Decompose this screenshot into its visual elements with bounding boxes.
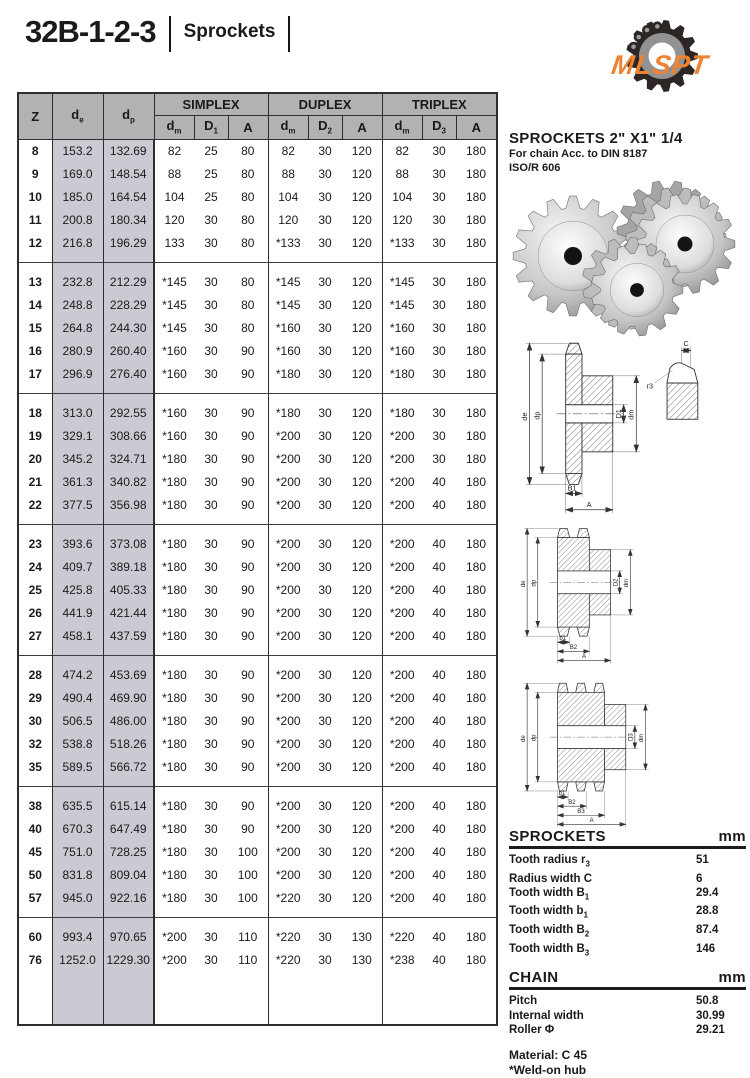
group-gap-row (18, 909, 497, 917)
page-title: 32B-1-2-3 (25, 14, 156, 49)
sprockets-spec-value: 6 (696, 872, 703, 885)
table-row-z-15: 15 264.8 244.30 *145 30 80 *160 30 120 *160 30 180 (18, 316, 497, 339)
table-row-z-13: 13 232.8 212.29 *145 30 80 *145 30 120 *145 30 180 (18, 270, 497, 293)
dim-label-b1: B1 (567, 483, 577, 493)
chain-spec-label: Internal width (509, 1009, 584, 1022)
sub-header-a: A (228, 115, 268, 139)
chain-spec-row (509, 1023, 746, 1037)
table-row-z-17: 17 296.9 276.40 *160 30 90 *180 30 120 *180 30 180 (18, 362, 497, 385)
sub-header-a: A (342, 115, 382, 139)
chain-spec-value: 50.8 (696, 995, 719, 1008)
sprockets-spec-row (509, 904, 746, 923)
table-row-z-25: 25 425.8 405.33 *180 30 90 *200 30 120 *200 40 180 (18, 578, 497, 601)
chain-spec-heading (509, 969, 746, 990)
chain-spec-row (509, 994, 746, 1008)
sprockets-spec-value: 28.8 (696, 905, 719, 918)
sprockets-spec-value: 146 (696, 942, 716, 955)
sprockets-spec-row (509, 886, 746, 905)
sprocket-photos (509, 184, 746, 334)
divider-bar (169, 16, 171, 52)
table-row-z-18: 18 313.0 292.55 *160 30 90 *180 30 120 *180 30 180 (18, 401, 497, 424)
page-header (25, 14, 303, 52)
table-row-z-28: 28 474.2 453.69 *180 30 90 *200 30 120 *200 40 180 (18, 663, 497, 686)
simplex-section-drawing (515, 336, 725, 517)
table-filler-row (18, 979, 497, 1025)
page-subtitle: Sprockets (183, 21, 276, 42)
group-gap-row (18, 917, 497, 925)
col-header-z: Z (18, 93, 52, 139)
sprockets-spec-label: Tooth width $B_3$ (509, 942, 590, 957)
group-gap-row (18, 778, 497, 786)
dim-label-dm: dm (639, 733, 646, 743)
table-row-z-20: 20 345.2 324.71 *180 30 90 *200 30 120 *200 30 180 (18, 447, 497, 470)
table-row-z-35: 35 589.5 566.72 *180 30 90 *200 30 120 *200 40 180 (18, 755, 497, 778)
group-gap-row (18, 655, 497, 663)
spec-lists (509, 828, 746, 1078)
group-header-duplex: DUPLEX (268, 93, 382, 115)
sprockets-spec-label: Tooth width $b_1$ (509, 905, 588, 920)
col-header-dp: $d_p$ (103, 93, 154, 139)
brand-logo-text: MLSPT (609, 50, 711, 80)
group-gap-row (18, 262, 497, 270)
table-row-z-8: 8 153.2 132.69 82 25 80 82 30 120 82 30 180 (18, 139, 497, 162)
section-title: SPROCKETS 2" X1" 1/4 (509, 130, 683, 147)
table-row-z-24: 24 409.7 389.18 *180 30 90 *200 30 120 *200 40 180 (18, 555, 497, 578)
material-note: Material: C 45 (509, 1048, 588, 1063)
sprockets-spec-unit: mm (718, 828, 746, 845)
group-gap-row (18, 524, 497, 532)
sprockets-spec-row (509, 942, 746, 961)
table-row-z-27: 27 458.1 437.59 *180 30 90 *200 30 120 *200 40 180 (18, 624, 497, 647)
sub-header-d1: $D_1$ (194, 115, 228, 139)
dim-label-dm: dm (626, 409, 636, 420)
triplex-section-drawing (515, 665, 691, 832)
table-row-z-30: 30 506.5 486.00 *180 30 90 *200 30 120 *200 40 180 (18, 709, 497, 732)
sprockets-spec-label: Tooth radius $r_3$ (509, 854, 590, 869)
group-gap-row (18, 385, 497, 393)
weld-on-hub-note: *Weld-on hub (509, 1063, 587, 1078)
table-row-z-10: 10 185.0 164.54 104 25 80 104 30 120 104 30 180 (18, 185, 497, 208)
chain-spec-rows (509, 994, 746, 1037)
sprocket-chain-logo-icon (600, 8, 720, 52)
dim-label-b1: b1 (558, 790, 566, 797)
dim-label-b2: B2 (569, 645, 578, 652)
table-row-z-45: 45 751.0 728.25 *180 30 100 *200 30 120 *200 40 180 (18, 840, 497, 863)
dim-label-de: de (520, 735, 527, 743)
table-row-z-21: 21 361.3 340.82 *180 30 90 *200 30 120 *200 40 180 (18, 470, 497, 493)
sprocket-dimensions-table (17, 92, 498, 1026)
iso-standard-note: ISO/R 606 (509, 162, 561, 174)
table-row-z-57: 57 945.0 922.16 *180 30 100 *220 30 120 *200 40 180 (18, 886, 497, 909)
table-row-z-22: 22 377.5 356.98 *180 30 90 *200 30 120 *200 40 180 (18, 493, 497, 516)
sub-header-d2: $D_2$ (308, 115, 342, 139)
sprockets-spec-label: Radius width C (509, 872, 593, 885)
dim-label-dm: dm (624, 578, 631, 588)
sprockets-spec-row (509, 853, 746, 872)
sprockets-spec-heading (509, 828, 746, 849)
table-row-z-12: 12 216.8 196.29 133 30 80 *133 30 120 *133 30 180 (18, 231, 497, 254)
sprockets-spec-label: Tooth width $B_1$ (509, 886, 590, 902)
chain-standard-note: For chain Acc. to DIN 8187 (509, 148, 648, 160)
table-row-z-50: 50 831.8 809.04 *180 30 100 *200 30 120 *200 40 180 (18, 863, 497, 886)
dim-label-de: de (520, 580, 527, 588)
dim-label-b1: b1 (559, 635, 567, 642)
table-row-z-19: 19 329.1 308.66 *160 30 90 *200 30 120 *200 30 180 (18, 424, 497, 447)
chain-spec-row (509, 1009, 746, 1023)
right-panel (509, 130, 746, 1078)
brand-logo (600, 8, 720, 81)
chain-spec-label: Roller Φ (509, 1023, 555, 1036)
col-header-de: $d_e$ (52, 93, 103, 139)
dim-label-d1: D1 (613, 409, 623, 419)
group-gap-row (18, 971, 497, 979)
dim-label-a: A (589, 818, 594, 825)
sprockets-spec-rows (509, 853, 746, 960)
group-gap-row (18, 786, 497, 794)
dim-label-a: A (582, 654, 587, 661)
group-gap-row (18, 516, 497, 524)
sprockets-spec-value: 51 (696, 854, 709, 866)
table-row-z-26: 26 441.9 421.44 *180 30 90 *200 30 120 *200 40 180 (18, 601, 497, 624)
sprockets-spec-value: 29.4 (696, 886, 719, 899)
dim-label-de: de (519, 412, 529, 421)
group-gap-row (18, 647, 497, 655)
group-header-simplex: SIMPLEX (154, 93, 268, 115)
dim-label-d3: D3 (628, 733, 635, 741)
chain-spec-value: 30.99 (696, 1009, 725, 1022)
table-row-z-40: 40 670.3 647.49 *180 30 90 *200 30 120 *200 40 180 (18, 817, 497, 840)
dim-label-b3: B3 (577, 808, 585, 815)
table-row-z-16: 16 280.9 260.40 *160 30 90 *160 30 120 *160 30 180 (18, 339, 497, 362)
sub-header-a: A (456, 115, 497, 139)
group-gap-row (18, 254, 497, 262)
group-gap-row (18, 393, 497, 401)
sub-header-dm: $d_m$ (268, 115, 308, 139)
dim-label-b2: B2 (568, 799, 576, 806)
sub-header-d3: $D_3$ (422, 115, 456, 139)
group-header-triplex: TRIPLEX (382, 93, 497, 115)
chain-spec-label: Pitch (509, 995, 538, 1008)
duplex-section-drawing (515, 510, 691, 666)
sprockets-spec-value: 87.4 (696, 924, 719, 937)
sub-header-dm: $d_m$ (382, 115, 422, 139)
dimensions-table-wrap (17, 92, 498, 1026)
chain-spec-unit: mm (718, 969, 746, 987)
table-row-z-14: 14 248.8 228.29 *145 30 80 *145 30 120 *145 30 180 (18, 293, 497, 316)
chain-spec-value: 29.21 (696, 1023, 725, 1036)
dim-label-c: C (683, 338, 689, 348)
sprockets-spec-label: Tooth width $B_2$ (509, 924, 590, 939)
dim-label-dp: dp (532, 411, 542, 420)
dim-label-r3: r3 (646, 381, 654, 391)
sub-header-dm: $d_m$ (154, 115, 194, 139)
table-row-z-38: 38 635.5 615.14 *180 30 90 *200 30 120 *200 40 180 (18, 794, 497, 817)
table-row-z-32: 32 538.8 518.26 *180 30 90 *200 30 120 *200 40 180 (18, 732, 497, 755)
table-row-z-76: 76 1252.0 1229.30 *200 30 110 *220 30 130 *238 40 180 (18, 948, 497, 971)
sprockets-spec-row (509, 923, 746, 942)
sprockets-spec-title: SPROCKETS (509, 828, 606, 845)
dim-label-d2: D2 (613, 578, 620, 587)
chain-spec-title: CHAIN (509, 969, 559, 987)
table-row-z-29: 29 490.4 469.90 *180 30 90 *200 30 120 *200 40 180 (18, 686, 497, 709)
divider-bar (288, 16, 290, 52)
sprockets-spec-row (509, 872, 746, 886)
table-row-z-23: 23 393.6 373.08 *180 30 90 *200 30 120 *200 40 180 (18, 532, 497, 555)
table-row-z-9: 9 169.0 148.54 88 25 80 88 30 120 88 30 180 (18, 162, 497, 185)
table-row-z-60: 60 993.4 970.65 *200 30 110 *220 30 130 *220 40 180 (18, 925, 497, 948)
dim-label-dp: dp (531, 579, 538, 587)
dim-label-a: A (586, 500, 592, 510)
table-row-z-11: 11 200.8 180.34 120 30 80 120 30 120 120 30 180 (18, 208, 497, 231)
dim-label-dp: dp (531, 734, 538, 742)
